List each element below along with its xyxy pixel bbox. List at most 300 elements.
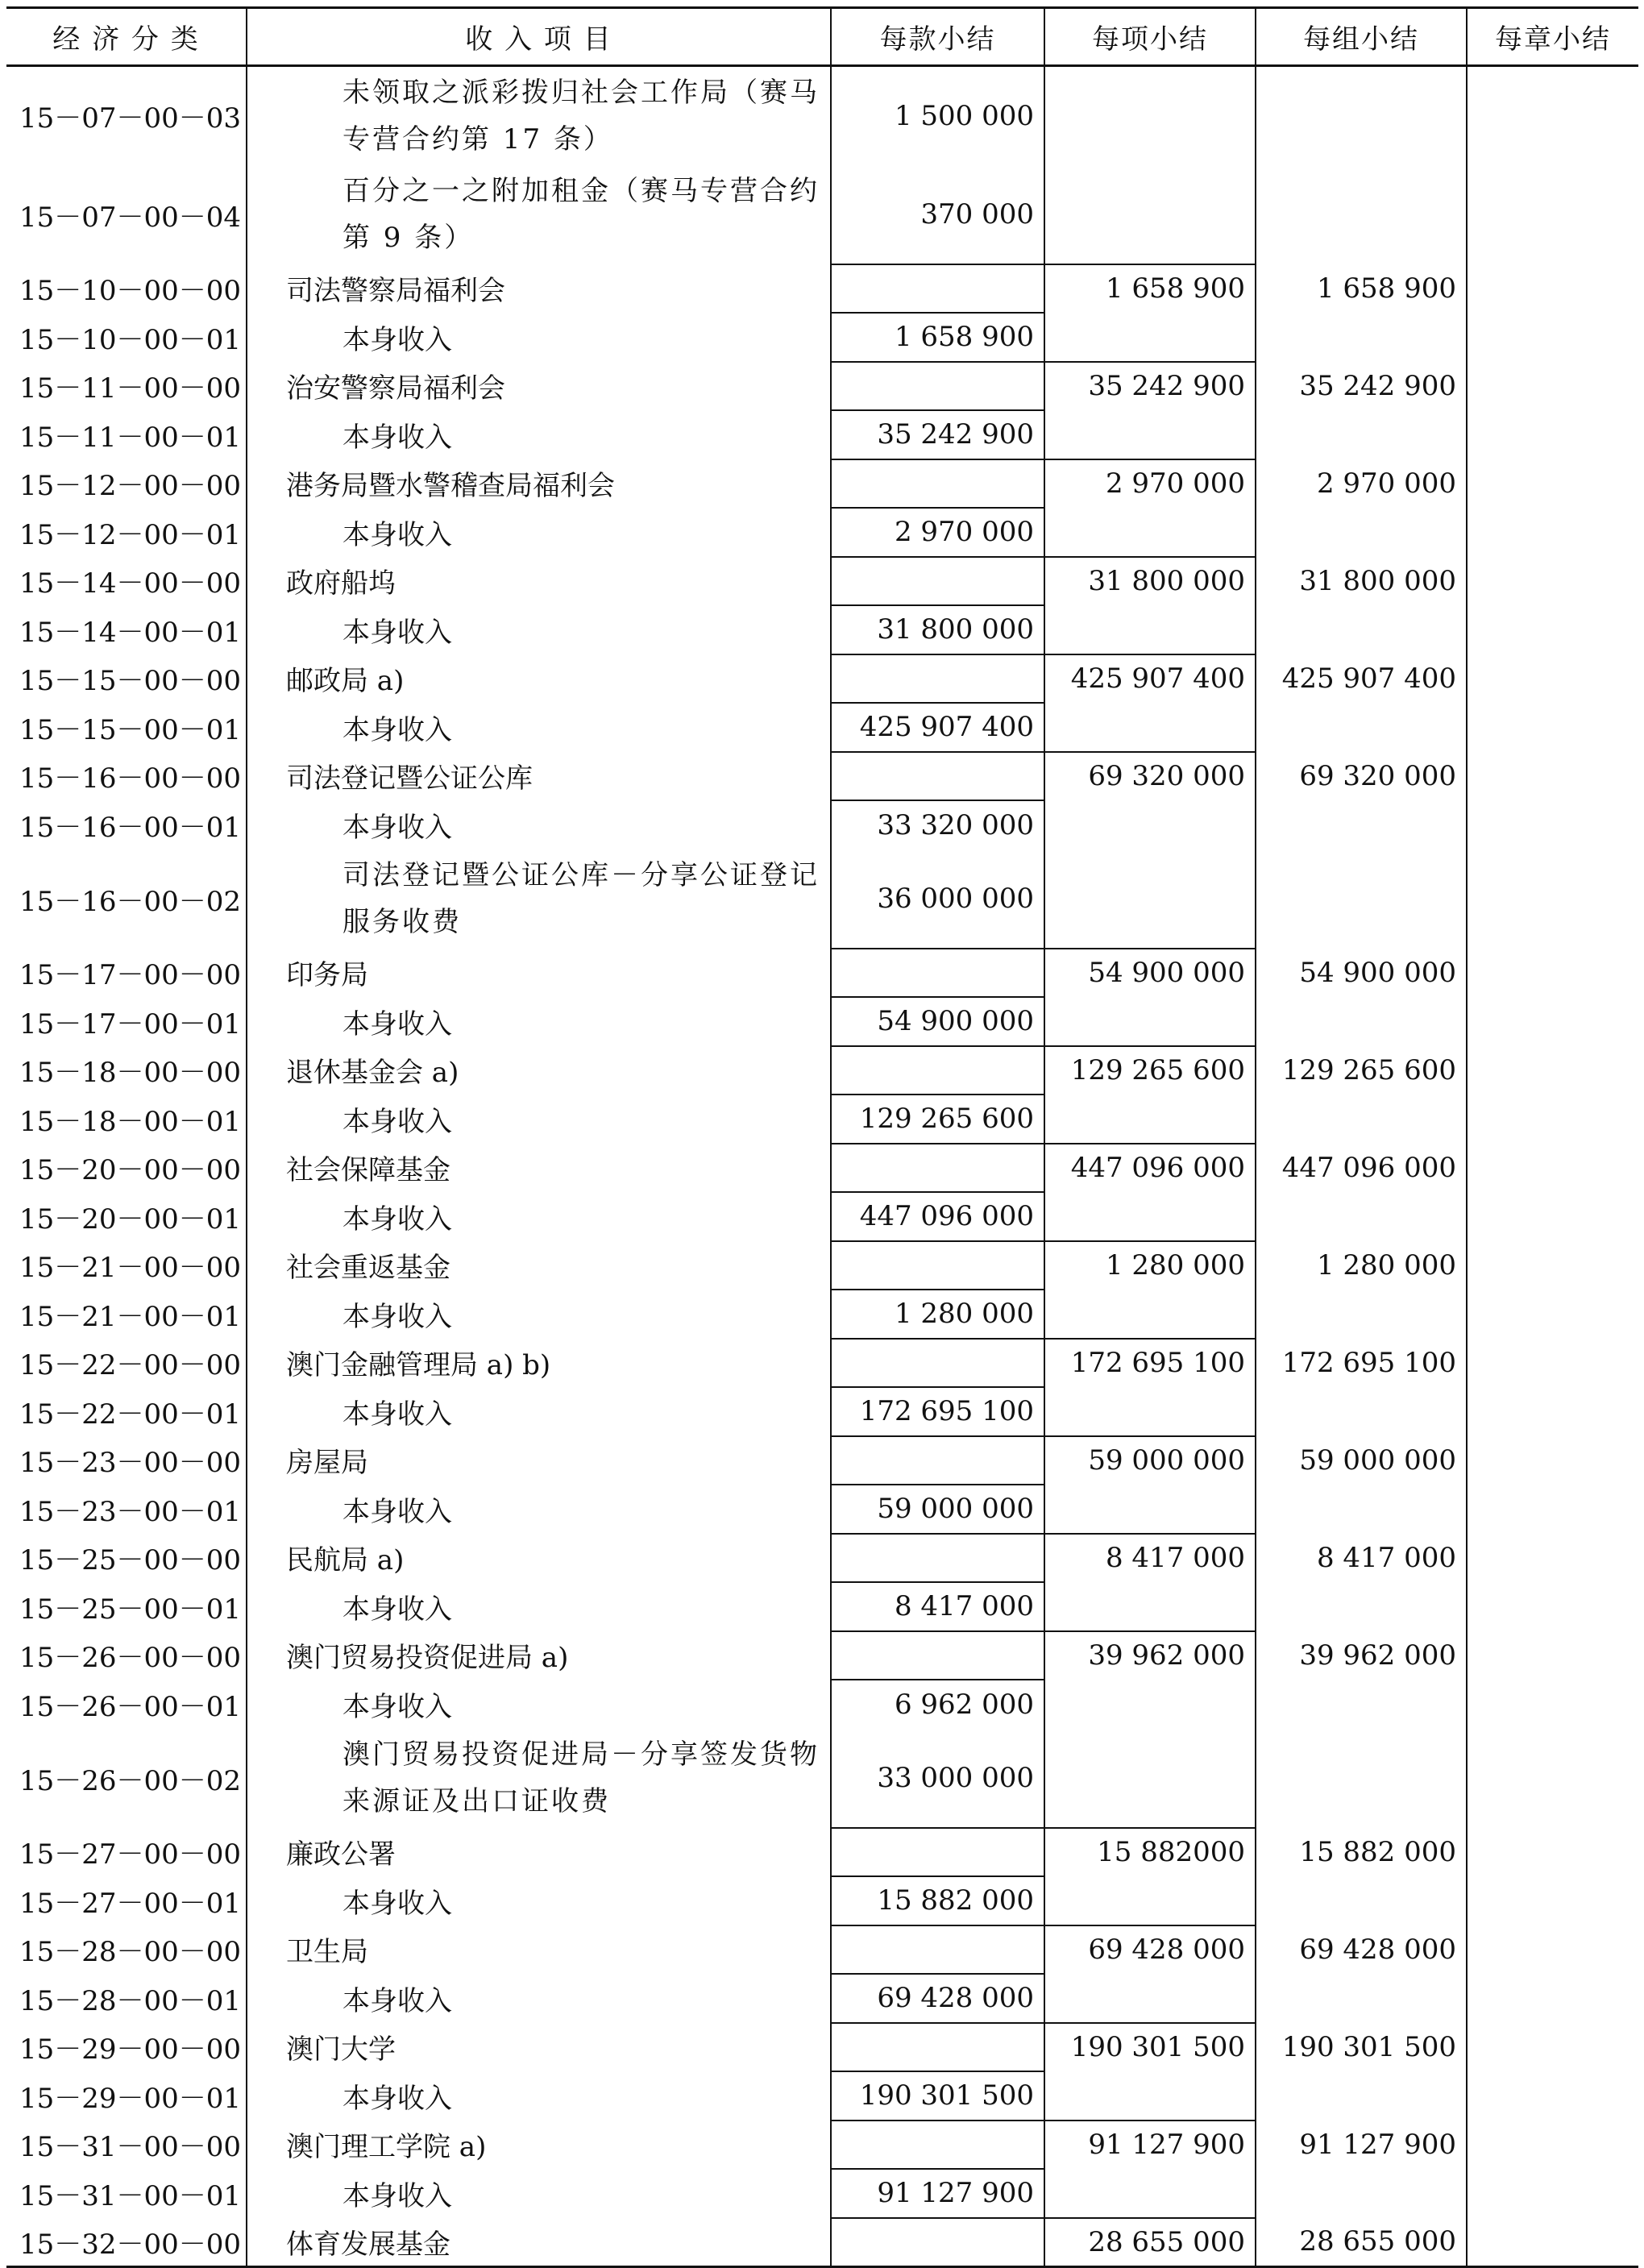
economic-code-cell: 15－26－00－00: [6, 1631, 247, 1680]
table-row: [6, 997, 1638, 1046]
per-group-subtotal-cell: [1256, 1192, 1467, 1241]
economic-code-cell: 15－20－00－00: [6, 1144, 247, 1193]
per-item-subtotal-cell: 129 265 600: [1044, 1046, 1256, 1095]
per-chapter-subtotal-cell: [1467, 410, 1638, 459]
per-article-subtotal-cell: 15 882 000: [831, 1876, 1044, 1925]
per-group-subtotal-cell: 1 280 000: [1256, 1241, 1467, 1290]
per-group-subtotal-cell: 8 417 000: [1256, 1534, 1467, 1583]
revenue-item-cell: 本身收入: [247, 313, 831, 362]
table-header-row: [6, 8, 1638, 66]
per-item-subtotal-cell: [1044, 313, 1256, 362]
per-chapter-subtotal-cell: [1467, 1534, 1638, 1583]
economic-code-cell: 15－31－00－00: [6, 2121, 247, 2170]
per-group-subtotal-cell: 28 655 000: [1256, 2218, 1467, 2267]
per-chapter-subtotal-cell: [1467, 1680, 1638, 1729]
per-group-subtotal-cell: 447 096 000: [1256, 1144, 1467, 1193]
per-item-subtotal-cell: [1044, 1876, 1256, 1925]
economic-code-cell: 15－07－00－04: [6, 165, 247, 264]
per-item-subtotal-cell: 69 320 000: [1044, 752, 1256, 801]
per-group-subtotal-cell: 69 320 000: [1256, 752, 1467, 801]
per-chapter-subtotal-cell: [1467, 1192, 1638, 1241]
table-row: [6, 1828, 1638, 1877]
table-row: [6, 1436, 1638, 1485]
per-chapter-subtotal-cell: [1467, 508, 1638, 557]
per-chapter-subtotal-cell: [1467, 1436, 1638, 1485]
per-chapter-subtotal-cell: [1467, 1925, 1638, 1975]
economic-code-cell: 15－11－00－01: [6, 410, 247, 459]
table-row: [6, 264, 1638, 314]
per-article-subtotal-cell: 69 428 000: [831, 1974, 1044, 2023]
per-article-subtotal-cell: 8 417 000: [831, 1582, 1044, 1631]
economic-code-cell: 15－10－00－00: [6, 264, 247, 314]
economic-code-cell: 15－22－00－00: [6, 1339, 247, 1388]
per-group-subtotal-cell: 190 301 500: [1256, 2023, 1467, 2072]
economic-code-cell: 15－27－00－00: [6, 1828, 247, 1877]
budget-table-page: [6, 6, 1638, 2261]
per-article-subtotal-cell: 190 301 500: [831, 2071, 1044, 2121]
per-group-subtotal-cell: [1256, 508, 1467, 557]
economic-code-cell: 15－23－00－01: [6, 1485, 247, 1534]
per-group-subtotal-cell: [1256, 1876, 1467, 1925]
per-chapter-subtotal-cell: [1467, 1974, 1638, 2023]
per-article-subtotal-cell: [831, 949, 1044, 998]
per-item-subtotal-cell: 8 417 000: [1044, 1534, 1256, 1583]
per-group-subtotal-cell: [1256, 605, 1467, 654]
revenue-item-cell: 本身收入: [247, 605, 831, 654]
per-group-subtotal-cell: [1256, 1095, 1467, 1144]
header-per-group-subtotal: 每组小结: [1256, 8, 1467, 66]
table-row: [6, 459, 1638, 509]
table-row: [6, 703, 1638, 752]
table-row: [6, 2121, 1638, 2170]
table-row: [6, 1144, 1638, 1193]
per-item-subtotal-cell: [1044, 165, 1256, 264]
economic-code-cell: 15－11－00－00: [6, 362, 247, 411]
per-item-subtotal-cell: [1044, 703, 1256, 752]
per-article-subtotal-cell: [831, 362, 1044, 411]
revenue-item-cell: 本身收入: [247, 1095, 831, 1144]
per-item-subtotal-cell: [1044, 800, 1256, 849]
per-item-subtotal-cell: 69 428 000: [1044, 1925, 1256, 1975]
per-article-subtotal-cell: 425 907 400: [831, 703, 1044, 752]
per-article-subtotal-cell: [831, 1631, 1044, 1680]
revenue-item-cell: 澳门金融管理局 a) b): [247, 1339, 831, 1388]
economic-code-cell: 15－14－00－01: [6, 605, 247, 654]
per-item-subtotal-cell: 190 301 500: [1044, 2023, 1256, 2072]
per-article-subtotal-cell: [831, 2121, 1044, 2170]
revenue-item-cell: 本身收入: [247, 1290, 831, 1339]
per-group-subtotal-cell: [1256, 1582, 1467, 1631]
per-item-subtotal-cell: 425 907 400: [1044, 654, 1256, 704]
per-chapter-subtotal-cell: [1467, 1339, 1638, 1388]
per-item-subtotal-cell: 15 882000: [1044, 1828, 1256, 1877]
revenue-item-cell: 本身收入: [247, 1876, 831, 1925]
per-chapter-subtotal-cell: [1467, 1144, 1638, 1193]
economic-code-cell: 15－28－00－01: [6, 1974, 247, 2023]
per-article-subtotal-cell: [831, 1241, 1044, 1290]
revenue-item-cell: 本身收入: [247, 800, 831, 849]
economic-code-cell: 15－22－00－01: [6, 1387, 247, 1436]
per-article-subtotal-cell: 6 962 000: [831, 1680, 1044, 1729]
per-item-subtotal-cell: [1044, 2169, 1256, 2218]
table-row: [6, 2071, 1638, 2121]
economic-code-cell: 15－18－00－01: [6, 1095, 247, 1144]
table-row: [6, 165, 1638, 264]
per-chapter-subtotal-cell: [1467, 165, 1638, 264]
table-row: [6, 752, 1638, 801]
per-group-subtotal-cell: [1256, 1974, 1467, 2023]
per-chapter-subtotal-cell: [1467, 800, 1638, 849]
per-group-subtotal-cell: 15 882 000: [1256, 1828, 1467, 1877]
economic-code-cell: 15－10－00－01: [6, 313, 247, 362]
per-article-subtotal-cell: 33 000 000: [831, 1729, 1044, 1828]
revenue-item-cell: 体育发展基金: [247, 2218, 831, 2267]
per-article-subtotal-cell: [831, 1534, 1044, 1583]
economic-code-cell: 15－07－00－03: [6, 66, 247, 165]
per-article-subtotal-cell: [831, 2023, 1044, 2072]
economic-code-cell: 15－16－00－00: [6, 752, 247, 801]
header-per-article-subtotal: 每款小结: [831, 8, 1044, 66]
economic-code-cell: 15－12－00－01: [6, 508, 247, 557]
economic-code-cell: 15－16－00－01: [6, 800, 247, 849]
per-chapter-subtotal-cell: [1467, 1241, 1638, 1290]
revenue-item-cell: 本身收入: [247, 1974, 831, 2023]
per-article-subtotal-cell: [831, 1046, 1044, 1095]
per-article-subtotal-cell: 447 096 000: [831, 1192, 1044, 1241]
per-chapter-subtotal-cell: [1467, 2071, 1638, 2121]
per-article-subtotal-cell: 36 000 000: [831, 849, 1044, 949]
per-article-subtotal-cell: 172 695 100: [831, 1387, 1044, 1436]
revenue-item-cell: 澳门大学: [247, 2023, 831, 2072]
per-group-subtotal-cell: 425 907 400: [1256, 654, 1467, 704]
per-chapter-subtotal-cell: [1467, 849, 1638, 949]
table-row: [6, 1192, 1638, 1241]
table-row: [6, 1534, 1638, 1583]
header-economic-class: 经 济 分 类: [6, 8, 247, 66]
revenue-item-cell: 司法登记暨公证公库: [247, 752, 831, 801]
per-group-subtotal-cell: [1256, 66, 1467, 165]
economic-code-cell: 15－28－00－00: [6, 1925, 247, 1975]
per-item-subtotal-cell: [1044, 1095, 1256, 1144]
header-revenue-item: 收 入 项 目: [247, 8, 831, 66]
economic-code-cell: 15－31－00－01: [6, 2169, 247, 2218]
per-chapter-subtotal-cell: [1467, 1046, 1638, 1095]
revenue-item-cell: 本身收入: [247, 1680, 831, 1729]
table-row: [6, 1046, 1638, 1095]
per-chapter-subtotal-cell: [1467, 1387, 1638, 1436]
per-chapter-subtotal-cell: [1467, 2023, 1638, 2072]
per-group-subtotal-cell: 39 962 000: [1256, 1631, 1467, 1680]
economic-code-cell: 15－17－00－01: [6, 997, 247, 1046]
economic-code-cell: 15－18－00－00: [6, 1046, 247, 1095]
item-text: 澳门贸易投资促进局－分享签发货物来源证及出口证收费: [342, 1738, 820, 1817]
economic-code-cell: 15－29－00－00: [6, 2023, 247, 2072]
economic-code-cell: 15－16－00－02: [6, 849, 247, 949]
table-row: [6, 1339, 1638, 1388]
revenue-item-cell: 社会重返基金: [247, 1241, 831, 1290]
per-group-subtotal-cell: 2 970 000: [1256, 459, 1467, 509]
per-article-subtotal-cell: [831, 557, 1044, 606]
revenue-item-cell: 澳门理工学院 a): [247, 2121, 831, 2170]
revenue-item-cell: 本身收入: [247, 997, 831, 1046]
per-article-subtotal-cell: [831, 2218, 1044, 2267]
revenue-item-cell: 邮政局 a): [247, 654, 831, 704]
per-group-subtotal-cell: [1256, 1485, 1467, 1534]
per-group-subtotal-cell: [1256, 1680, 1467, 1729]
table-row: [6, 1925, 1638, 1975]
per-item-subtotal-cell: [1044, 849, 1256, 949]
per-item-subtotal-cell: 59 000 000: [1044, 1436, 1256, 1485]
per-chapter-subtotal-cell: [1467, 1631, 1638, 1680]
per-article-subtotal-cell: 2 970 000: [831, 508, 1044, 557]
per-group-subtotal-cell: [1256, 1387, 1467, 1436]
per-group-subtotal-cell: [1256, 703, 1467, 752]
per-chapter-subtotal-cell: [1467, 1729, 1638, 1828]
per-article-subtotal-cell: [831, 459, 1044, 509]
table-row: [6, 1974, 1638, 2023]
header-per-item-subtotal: 每项小结: [1044, 8, 1256, 66]
per-chapter-subtotal-cell: [1467, 2121, 1638, 2170]
per-chapter-subtotal-cell: [1467, 557, 1638, 606]
per-chapter-subtotal-cell: [1467, 1582, 1638, 1631]
per-item-subtotal-cell: [1044, 1290, 1256, 1339]
per-article-subtotal-cell: 1 500 000: [831, 66, 1044, 165]
economic-code-cell: 15－26－00－02: [6, 1729, 247, 1828]
per-article-subtotal-cell: 91 127 900: [831, 2169, 1044, 2218]
per-item-subtotal-cell: 91 127 900: [1044, 2121, 1256, 2170]
table-row: [6, 410, 1638, 459]
per-item-subtotal-cell: 54 900 000: [1044, 949, 1256, 998]
per-item-subtotal-cell: [1044, 1680, 1256, 1729]
per-group-subtotal-cell: [1256, 1290, 1467, 1339]
revenue-item-cell: 社会保障基金: [247, 1144, 831, 1193]
per-item-subtotal-cell: 39 962 000: [1044, 1631, 1256, 1680]
economic-code-cell: 15－20－00－01: [6, 1192, 247, 1241]
per-group-subtotal-cell: [1256, 165, 1467, 264]
revenue-item-cell: 本身收入: [247, 703, 831, 752]
per-chapter-subtotal-cell: [1467, 2169, 1638, 2218]
revenue-item-cell: 本身收入: [247, 410, 831, 459]
per-item-subtotal-cell: 447 096 000: [1044, 1144, 1256, 1193]
item-text: 百分之一之附加租金（赛马专营合约第 9 条）: [342, 175, 820, 254]
per-item-subtotal-cell: [1044, 1192, 1256, 1241]
per-group-subtotal-cell: [1256, 849, 1467, 949]
per-chapter-subtotal-cell: [1467, 703, 1638, 752]
per-group-subtotal-cell: 69 428 000: [1256, 1925, 1467, 1975]
per-chapter-subtotal-cell: [1467, 1485, 1638, 1534]
per-chapter-subtotal-cell: [1467, 2218, 1638, 2267]
per-item-subtotal-cell: [1044, 410, 1256, 459]
revenue-item-cell: 本身收入: [247, 1387, 831, 1436]
per-item-subtotal-cell: [1044, 1582, 1256, 1631]
revenue-item-cell: [247, 66, 831, 165]
per-article-subtotal-cell: 31 800 000: [831, 605, 1044, 654]
table-row: [6, 1729, 1638, 1828]
per-article-subtotal-cell: 59 000 000: [831, 1485, 1044, 1534]
per-item-subtotal-cell: 28 655 000: [1044, 2218, 1256, 2267]
table-row: [6, 1680, 1638, 1729]
per-item-subtotal-cell: 1 280 000: [1044, 1241, 1256, 1290]
per-chapter-subtotal-cell: [1467, 362, 1638, 411]
per-article-subtotal-cell: 54 900 000: [831, 997, 1044, 1046]
economic-code-cell: 15－26－00－01: [6, 1680, 247, 1729]
per-item-subtotal-cell: [1044, 997, 1256, 1046]
per-group-subtotal-cell: 54 900 000: [1256, 949, 1467, 998]
per-chapter-subtotal-cell: [1467, 1290, 1638, 1339]
revenue-item-cell: 印务局: [247, 949, 831, 998]
revenue-item-cell: [247, 165, 831, 264]
economic-code-cell: 15－21－00－00: [6, 1241, 247, 1290]
per-group-subtotal-cell: 59 000 000: [1256, 1436, 1467, 1485]
table-row: [6, 949, 1638, 998]
revenue-item-cell: 卫生局: [247, 1925, 831, 1975]
per-chapter-subtotal-cell: [1467, 752, 1638, 801]
per-article-subtotal-cell: [831, 654, 1044, 704]
per-article-subtotal-cell: [831, 1144, 1044, 1193]
per-group-subtotal-cell: 91 127 900: [1256, 2121, 1467, 2170]
table-row: [6, 2023, 1638, 2072]
revenue-item-cell: 本身收入: [247, 508, 831, 557]
per-group-subtotal-cell: 31 800 000: [1256, 557, 1467, 606]
per-article-subtotal-cell: 35 242 900: [831, 410, 1044, 459]
per-group-subtotal-cell: 35 242 900: [1256, 362, 1467, 411]
revenue-item-cell: [247, 1729, 831, 1828]
per-chapter-subtotal-cell: [1467, 997, 1638, 1046]
per-article-subtotal-cell: [831, 1828, 1044, 1877]
revenue-item-cell: 本身收入: [247, 1192, 831, 1241]
header-per-chapter-subtotal: 每章小结: [1467, 8, 1638, 66]
per-group-subtotal-cell: [1256, 1729, 1467, 1828]
revenue-item-cell: 本身收入: [247, 2071, 831, 2121]
per-article-subtotal-cell: [831, 1339, 1044, 1388]
table-row: [6, 508, 1638, 557]
per-chapter-subtotal-cell: [1467, 1828, 1638, 1877]
per-chapter-subtotal-cell: [1467, 459, 1638, 509]
per-item-subtotal-cell: [1044, 1485, 1256, 1534]
table-row: [6, 1582, 1638, 1631]
per-item-subtotal-cell: [1044, 2071, 1256, 2121]
economic-code-cell: 15－21－00－01: [6, 1290, 247, 1339]
per-group-subtotal-cell: 172 695 100: [1256, 1339, 1467, 1388]
per-group-subtotal-cell: 1 658 900: [1256, 264, 1467, 314]
economic-code-cell: 15－32－00－00: [6, 2218, 247, 2267]
per-item-subtotal-cell: [1044, 1729, 1256, 1828]
table-row: [6, 557, 1638, 606]
revenue-item-cell: 房屋局: [247, 1436, 831, 1485]
per-article-subtotal-cell: 370 000: [831, 165, 1044, 264]
per-article-subtotal-cell: [831, 752, 1044, 801]
per-group-subtotal-cell: [1256, 800, 1467, 849]
revenue-table: [6, 6, 1638, 2268]
per-group-subtotal-cell: [1256, 313, 1467, 362]
per-chapter-subtotal-cell: [1467, 654, 1638, 704]
table-row: [6, 605, 1638, 654]
per-group-subtotal-cell: [1256, 997, 1467, 1046]
per-chapter-subtotal-cell: [1467, 1876, 1638, 1925]
table-row: [6, 1095, 1638, 1144]
economic-code-cell: 15－17－00－00: [6, 949, 247, 998]
economic-code-cell: 15－14－00－00: [6, 557, 247, 606]
table-row: [6, 2169, 1638, 2218]
per-item-subtotal-cell: [1044, 605, 1256, 654]
table-row: [6, 1631, 1638, 1680]
table-row: [6, 1485, 1638, 1534]
per-item-subtotal-cell: [1044, 66, 1256, 165]
per-chapter-subtotal-cell: [1467, 605, 1638, 654]
per-article-subtotal-cell: [831, 1925, 1044, 1975]
per-chapter-subtotal-cell: [1467, 1095, 1638, 1144]
economic-code-cell: 15－15－00－00: [6, 654, 247, 704]
revenue-item-cell: 司法警察局福利会: [247, 264, 831, 314]
economic-code-cell: 15－23－00－00: [6, 1436, 247, 1485]
revenue-item-cell: 本身收入: [247, 1582, 831, 1631]
per-group-subtotal-cell: [1256, 410, 1467, 459]
per-item-subtotal-cell: 31 800 000: [1044, 557, 1256, 606]
per-chapter-subtotal-cell: [1467, 264, 1638, 314]
per-article-subtotal-cell: 33 320 000: [831, 800, 1044, 849]
table-row: [6, 849, 1638, 949]
per-article-subtotal-cell: [831, 264, 1044, 314]
revenue-item-cell: 港务局暨水警稽查局福利会: [247, 459, 831, 509]
table-row: [6, 2218, 1638, 2267]
per-chapter-subtotal-cell: [1467, 66, 1638, 165]
revenue-item-cell: [247, 849, 831, 949]
table-row: [6, 1241, 1638, 1290]
table-row: [6, 654, 1638, 704]
item-text: 未领取之派彩拨归社会工作局（赛马专营合约第 17 条）: [342, 76, 820, 156]
per-group-subtotal-cell: [1256, 2071, 1467, 2121]
revenue-item-cell: 澳门贸易投资促进局 a): [247, 1631, 831, 1680]
revenue-item-cell: 民航局 a): [247, 1534, 831, 1583]
per-article-subtotal-cell: 129 265 600: [831, 1095, 1044, 1144]
economic-code-cell: 15－15－00－01: [6, 703, 247, 752]
per-group-subtotal-cell: 129 265 600: [1256, 1046, 1467, 1095]
per-article-subtotal-cell: 1 280 000: [831, 1290, 1044, 1339]
table-row: [6, 1387, 1638, 1436]
item-text: 司法登记暨公证公库－分享公证登记服务收费: [342, 859, 820, 938]
per-item-subtotal-cell: 1 658 900: [1044, 264, 1256, 314]
per-chapter-subtotal-cell: [1467, 313, 1638, 362]
table-row: [6, 362, 1638, 411]
per-item-subtotal-cell: [1044, 1387, 1256, 1436]
per-item-subtotal-cell: 35 242 900: [1044, 362, 1256, 411]
revenue-item-cell: 政府船坞: [247, 557, 831, 606]
table-row: [6, 800, 1638, 849]
table-row: [6, 1290, 1638, 1339]
per-article-subtotal-cell: [831, 1436, 1044, 1485]
per-item-subtotal-cell: [1044, 1974, 1256, 2023]
revenue-item-cell: 本身收入: [247, 1485, 831, 1534]
per-chapter-subtotal-cell: [1467, 949, 1638, 998]
economic-code-cell: 15－12－00－00: [6, 459, 247, 509]
revenue-item-cell: 治安警察局福利会: [247, 362, 831, 411]
per-article-subtotal-cell: 1 658 900: [831, 313, 1044, 362]
economic-code-cell: 15－25－00－01: [6, 1582, 247, 1631]
per-item-subtotal-cell: 2 970 000: [1044, 459, 1256, 509]
per-group-subtotal-cell: [1256, 2169, 1467, 2218]
table-row: [6, 1876, 1638, 1925]
economic-code-cell: 15－29－00－01: [6, 2071, 247, 2121]
economic-code-cell: 15－25－00－00: [6, 1534, 247, 1583]
per-item-subtotal-cell: 172 695 100: [1044, 1339, 1256, 1388]
table-row: [6, 66, 1638, 165]
revenue-item-cell: 廉政公署: [247, 1828, 831, 1877]
economic-code-cell: 15－27－00－01: [6, 1876, 247, 1925]
per-item-subtotal-cell: [1044, 508, 1256, 557]
revenue-item-cell: 本身收入: [247, 2169, 831, 2218]
table-row: [6, 313, 1638, 362]
revenue-item-cell: 退休基金会 a): [247, 1046, 831, 1095]
